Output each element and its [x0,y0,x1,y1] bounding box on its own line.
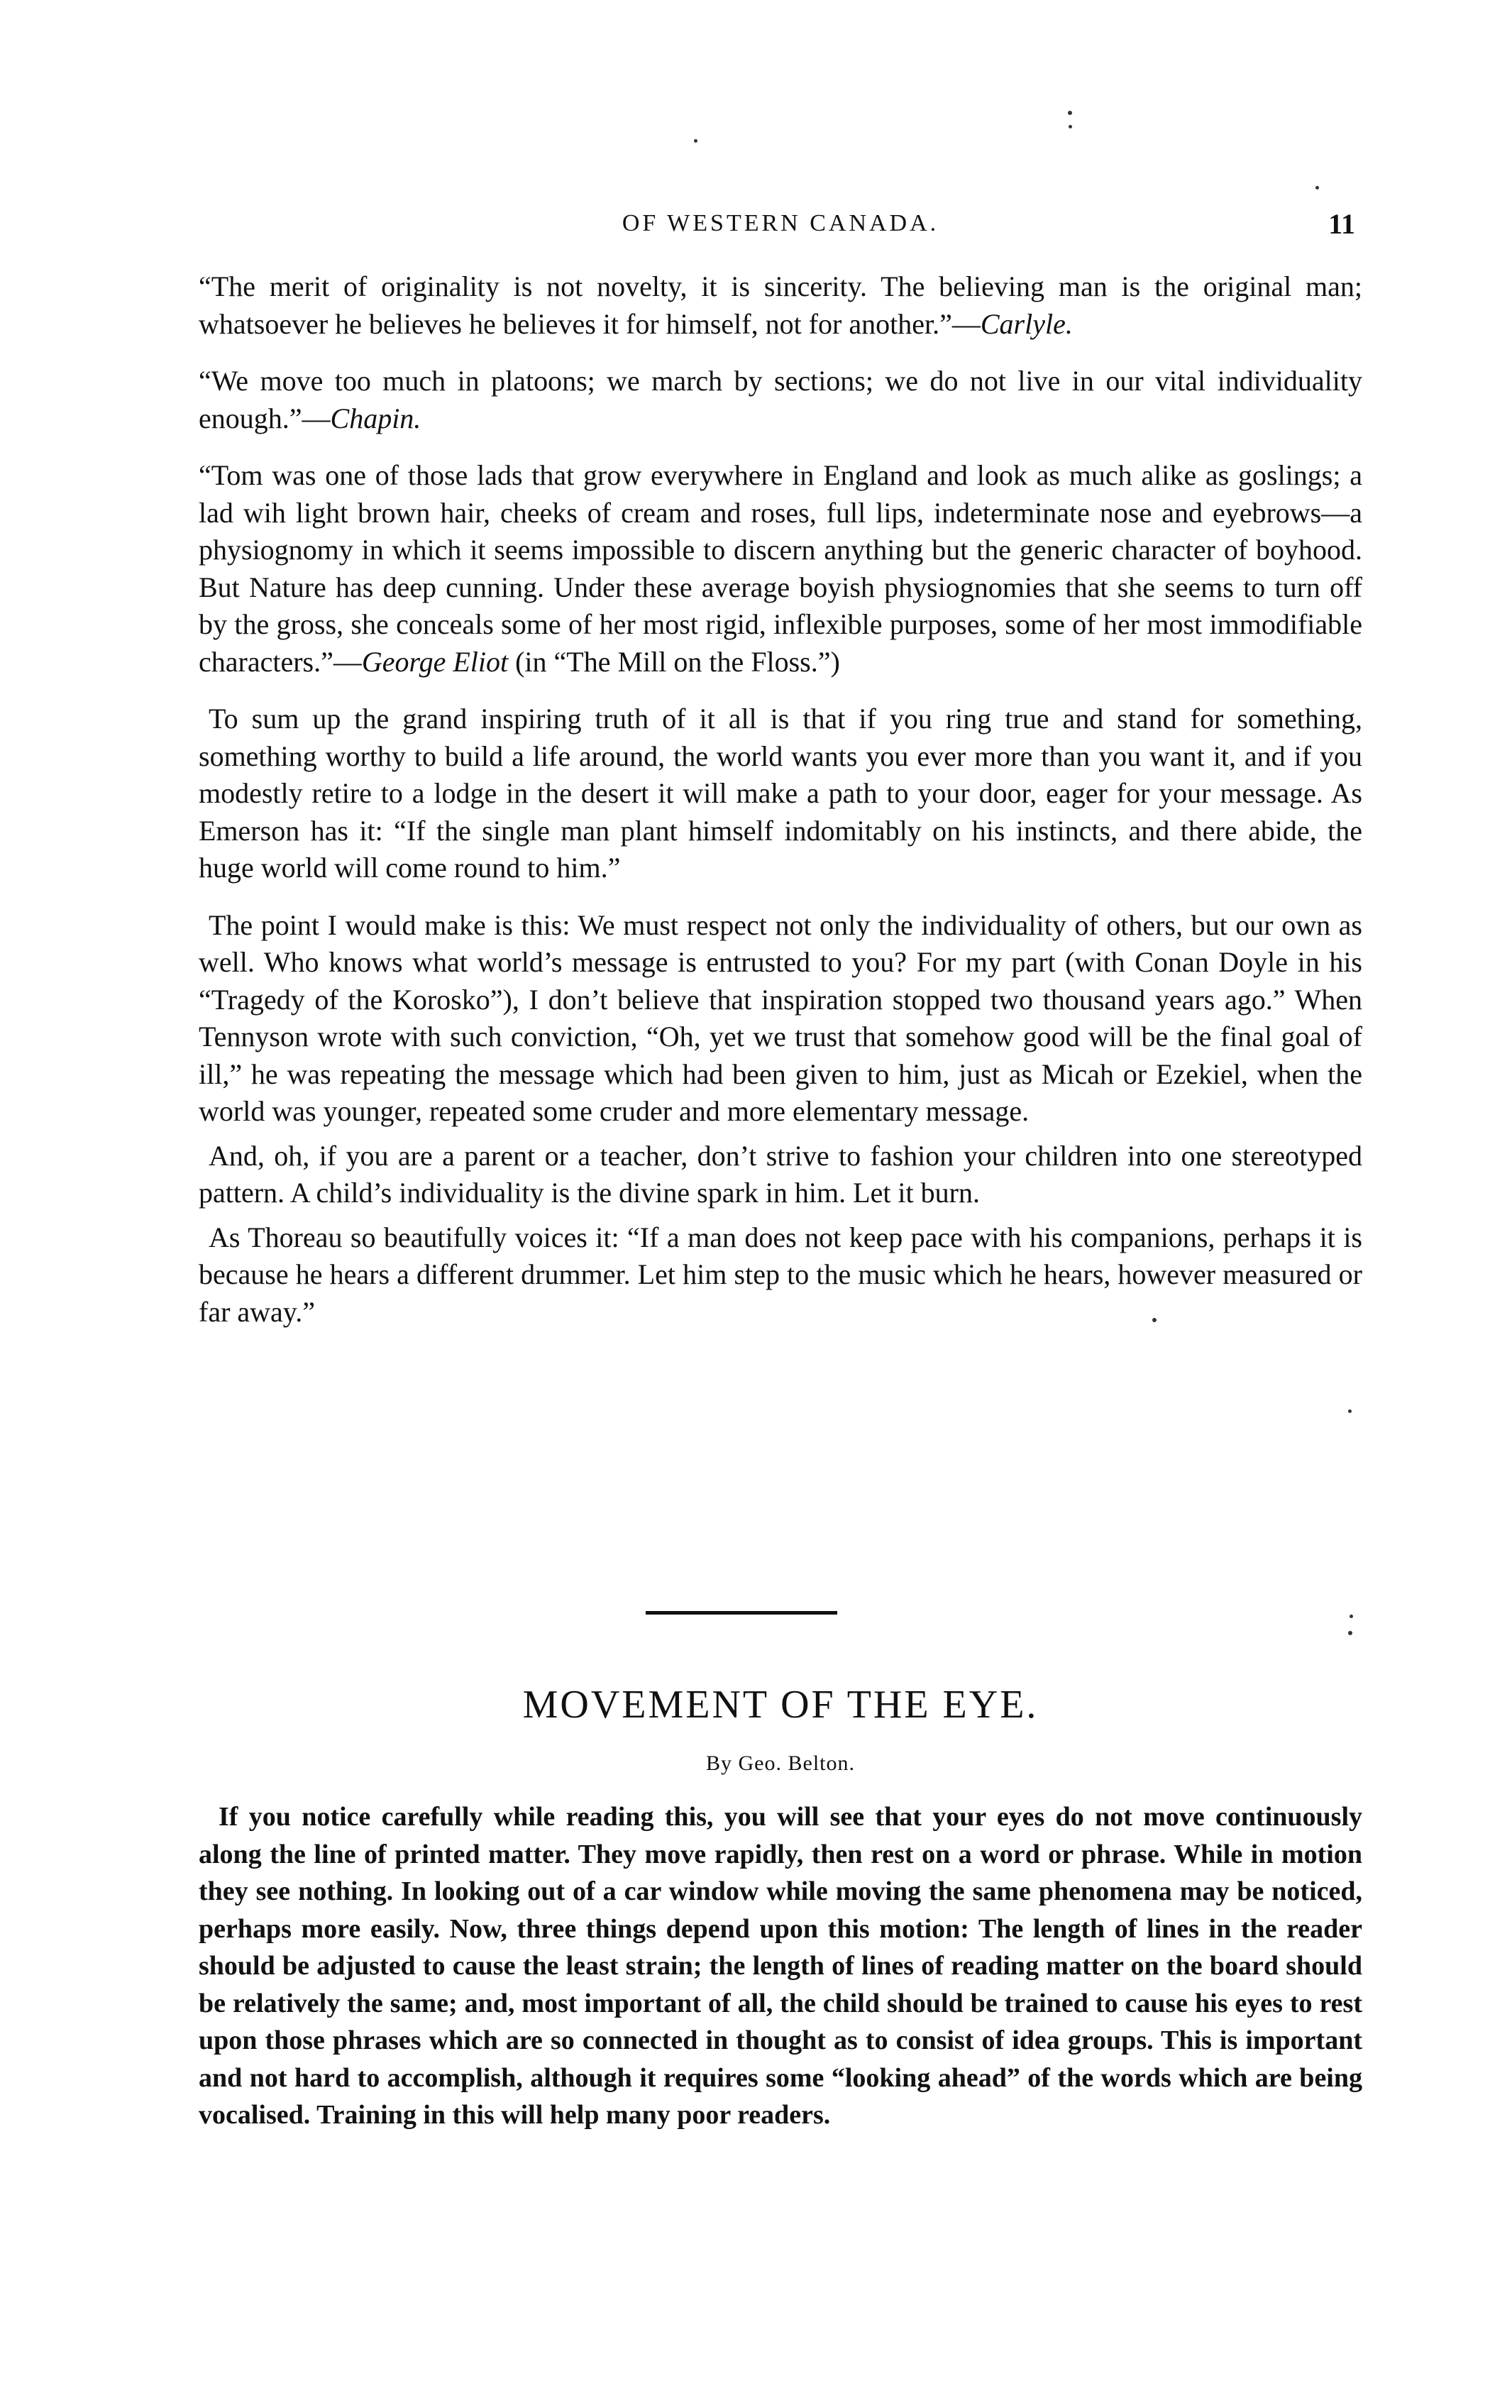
print-speck [1348,1409,1352,1413]
article-byline: By Geo. Belton. [706,1752,855,1775]
paragraph: And, oh, if you are a parent or a teacher, don’t strive to fashion your children into one stereotyped pattern. A child’s individuality is the divine spark in him. Let it burn. [199,1139,1362,1209]
article-title: MOVEMENT OF THE EYE. [522,1683,1039,1727]
section-divider [646,1611,837,1615]
print-speck [1069,125,1072,128]
article-body [199,1798,1362,2134]
print-speck [1068,111,1072,115]
paragraph: To sum up the grand inspiring truth of it all is that if you ring true and stand for something, something worthy to build a life around, the world wants you ever more than you want it, and if you modestly retire to a lodge in the desert it will make a path to your door, eager for your message. As Emerson has it: “If the single man plant himself indomitably on his instincts, and there abide, the huge world will come round to him.” [199,703,1362,884]
body-text [199,268,1362,1351]
quote-text: “Tom was one of those lads that grow everywhere in England and look as much alike as goslings; a lad wih light brown hair, cheeks of cream and roses, full lips, indeterminate nose and eyebrows—a physiognomy in which it seems impossible to discern anything but the generic character of boyhood. But Nature has deep cunning. Under these average boyish physiognomies that she seems to turn off by the gross, she conceals some of her most rigid, inflexible purposes, some of her most immodifiable characters.”— [199,459,1362,678]
page-header [199,210,1362,253]
quote-carlyle [199,268,1362,343]
article-paragraph: If you notice carefully while reading this, you will see that your eyes do not move continuously along the line of printed matter. They move rapidly, then rest on a word or phrase. While in motion they see nothing. In looking out of a car window while moving the same phenomena may be noticed, perhaps more easily. Now, three things depend upon this motion: The length of lines in the reader should be adjusted to cause the least strain; the length of lines of reading matter on the board should be relatively the same; and, most important of all, the child should be trained to cause his eyes to rest upon those phrases which are so connected in thought as to consist of idea groups. This is important and not hard to accomplish, although it requires some “looking ahead” of the words which are being vocalised. Training in this will help many poor readers. [199,1802,1362,2130]
quote-eliot [199,457,1362,681]
page-number: 11 [1328,208,1355,240]
print-speck [1350,1615,1353,1618]
print-speck [694,139,697,143]
paragraph: As Thoreau so beautifully voices it: “If a man does not keep pace with his companions, perhaps it is because he hears a different drummer. Let him step to the music which he hears, however measured or far away.” [199,1221,1362,1328]
paragraph: The point I would make is this: We must respect not only the individuality of others, but our own as well. Who knows what world’s message is entrusted to you? For my part (with Conan Doyle in his “Tragedy of the Korosko”), I don’t believe that inspiration stopped two thousand years ago.” When Tennyson wrote with such conviction, “Oh, yet we trust that somehow good will be the final goal of ill,” he was repeating the message which had been given to him, just as Micah or Ezekiel, when the world was younger, repeated some cruder and more elementary message. [199,908,1362,1127]
quote-author: Carlyle. [980,307,1073,340]
quote-author: Chapin. [330,402,421,434]
quote-source: (in “The Mill on the Floss.”) [508,645,840,678]
quote-chapin [199,363,1362,437]
quote-text: “The merit of originality is not novelty, it is sincerity. The believing man is the original man; whatsoever he believes he believes it for himself, not for another.”— [199,270,1362,340]
quote-author: George Eliot [361,645,509,678]
print-speck [1315,186,1319,189]
running-head: OF WESTERN CANADA. [622,210,939,236]
quote-text: “We move too much in platoons; we march by sections; we do not live in our vital individuality enough.”— [199,365,1362,434]
print-speck [1348,1631,1352,1635]
